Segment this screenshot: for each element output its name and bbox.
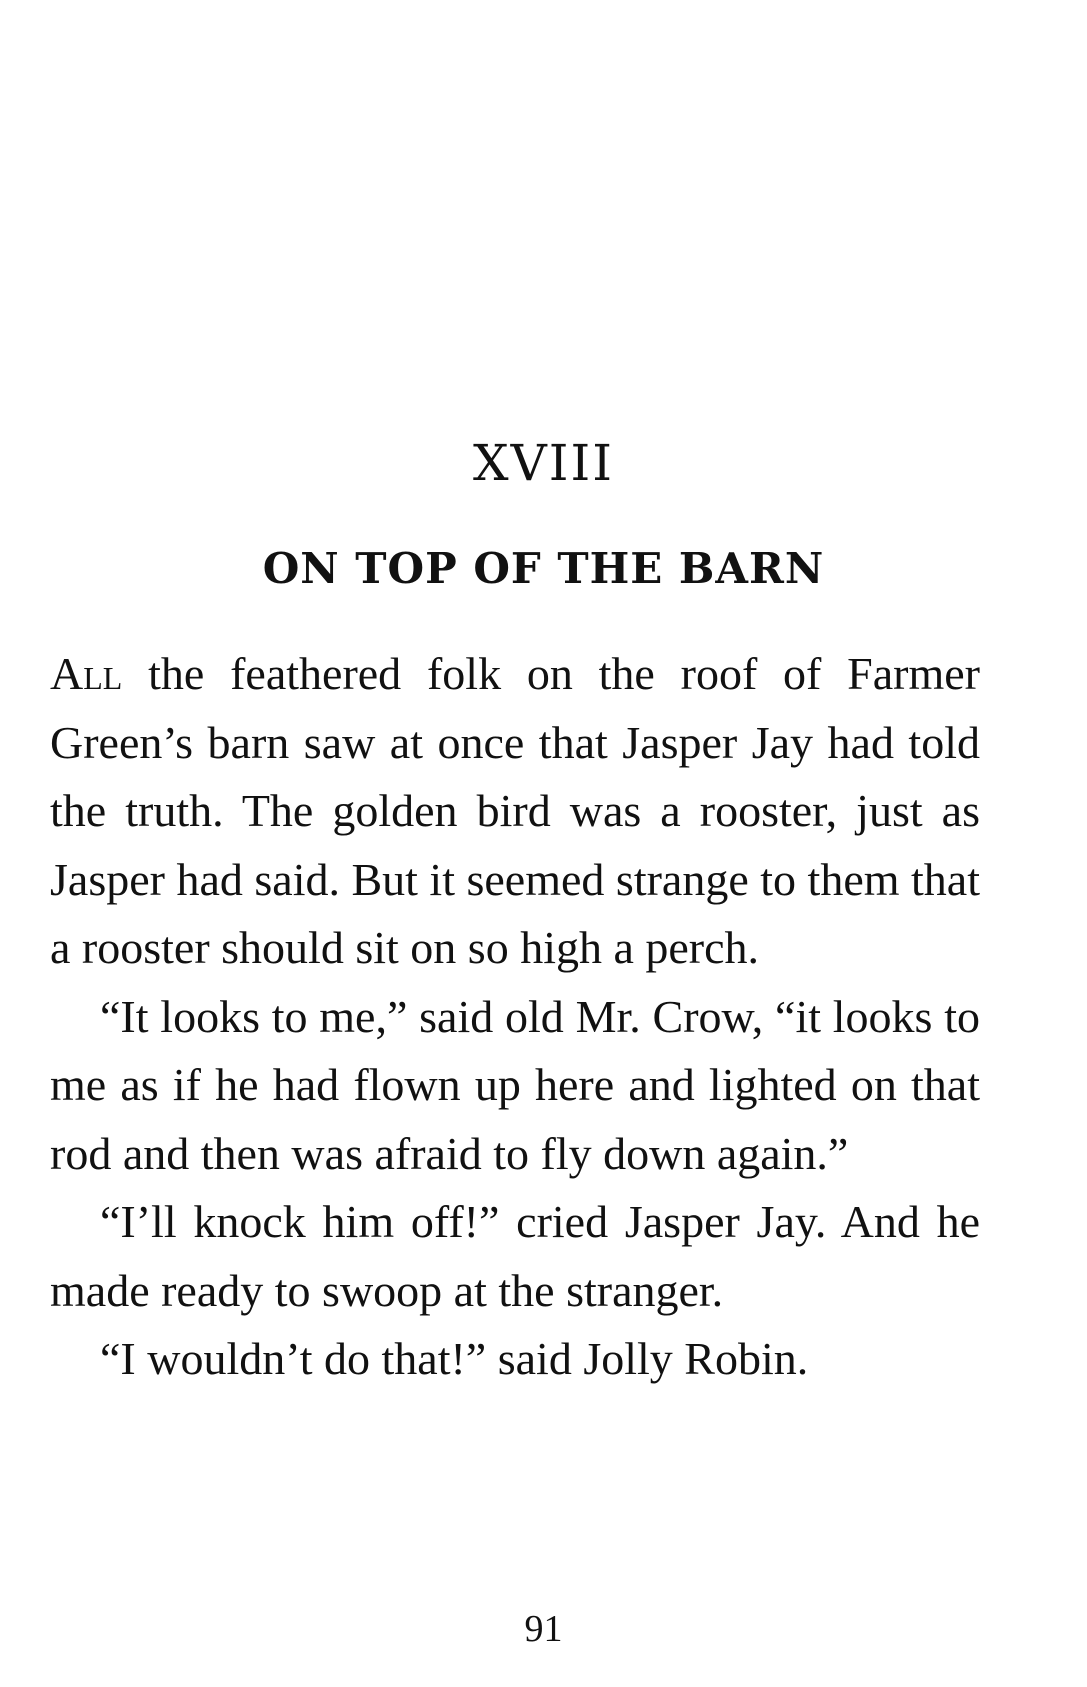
paragraph: “It looks to me,” said old Mr. Crow, “it looks to me as if he had flown up here and lighted on that rod and then was afraid to fly down again.” <box>50 990 980 1179</box>
paragraph: “I’ll knock him off!” cried Jasper Jay. And he made ready to swoop at the stranger. <box>50 1196 980 1316</box>
paragraph-text: the feathered folk on the roof of Farmer Green’s barn saw at once that Jasper Jay had told the truth. The golden bird was a rooster, just as Jasper had said. But it seemed strange to them that a rooster should sit on so high a perch. <box>50 648 980 973</box>
chapter-title: ON TOP OF THE BARN <box>262 544 825 593</box>
paragraph <box>50 640 980 983</box>
paragraph-lead-word: All <box>50 648 123 699</box>
paragraph: “I wouldn’t do that!” said Jolly Robin. <box>100 1333 809 1384</box>
page-number: 91 <box>524 1608 563 1650</box>
body-text <box>50 640 980 1394</box>
chapter-number: XVIII <box>473 434 614 492</box>
